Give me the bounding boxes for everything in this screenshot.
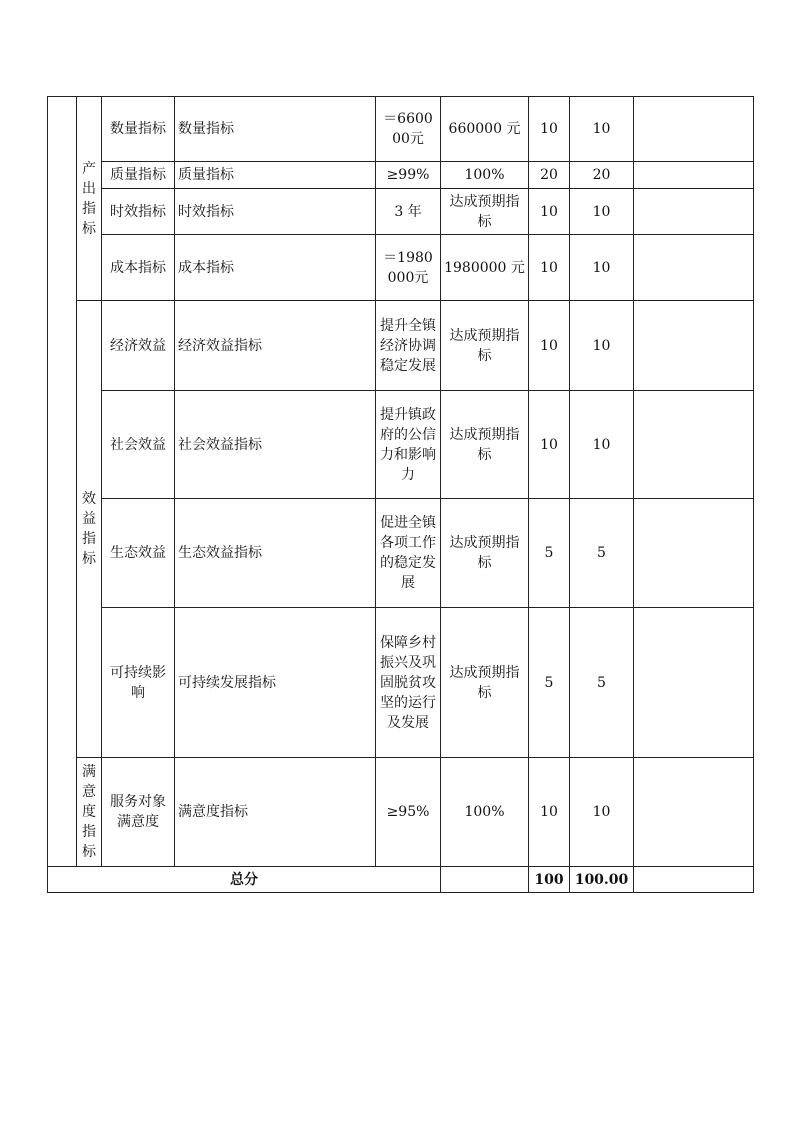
weight-cell: 10 xyxy=(529,189,570,235)
score-cell: 10 xyxy=(570,391,634,499)
total-note-cell xyxy=(634,867,754,893)
weight-cell: 5 xyxy=(529,499,570,608)
score-cell: 5 xyxy=(570,608,634,758)
level2-cell: 经济效益 xyxy=(102,301,175,391)
weight-cell: 10 xyxy=(529,97,570,162)
total-score: 100.00 xyxy=(570,867,634,893)
actual-cell: 660000 元 xyxy=(441,97,529,162)
weight-cell: 10 xyxy=(529,301,570,391)
note-cell xyxy=(634,301,754,391)
level3-cell: 可持续发展指标 xyxy=(175,608,376,758)
table-row xyxy=(48,499,754,608)
weight-cell: 20 xyxy=(529,162,570,189)
score-cell: 10 xyxy=(570,301,634,391)
level3-cell: 生态效益指标 xyxy=(175,499,376,608)
level3-cell: 时效指标 xyxy=(175,189,376,235)
score-cell: 10 xyxy=(570,97,634,162)
score-cell: 10 xyxy=(570,235,634,301)
level3-cell: 质量指标 xyxy=(175,162,376,189)
total-weight: 100 xyxy=(529,867,570,893)
score-cell: 5 xyxy=(570,499,634,608)
score-cell: 10 xyxy=(570,758,634,867)
note-cell xyxy=(634,758,754,867)
table-row xyxy=(48,758,754,867)
table-row xyxy=(48,189,754,235)
table-row xyxy=(48,301,754,391)
note-cell xyxy=(634,162,754,189)
level3-cell: 满意度指标 xyxy=(175,758,376,867)
level3-cell: 成本指标 xyxy=(175,235,376,301)
target-cell: 保障乡村振兴及巩固脱贫攻坚的运行及发展 xyxy=(376,608,441,758)
table-row xyxy=(48,391,754,499)
target-cell: 提升全镇经济协调稳定发展 xyxy=(376,301,441,391)
performance-indicator-table xyxy=(47,96,754,893)
level2-cell: 质量指标 xyxy=(102,162,175,189)
group-satisfaction: 满意度指标 xyxy=(77,758,102,867)
total-actual-cell xyxy=(441,867,529,893)
target-cell: 促进全镇各项工作的稳定发展 xyxy=(376,499,441,608)
actual-cell: 达成预期指标 xyxy=(441,189,529,235)
note-cell xyxy=(634,608,754,758)
group-output: 产出指标 xyxy=(77,97,102,301)
group-benefit: 效益指标 xyxy=(77,301,102,758)
level2-cell: 成本指标 xyxy=(102,235,175,301)
actual-cell: 达成预期指标 xyxy=(441,608,529,758)
weight-cell: 10 xyxy=(529,758,570,867)
level2-cell: 时效指标 xyxy=(102,189,175,235)
level3-cell: 社会效益指标 xyxy=(175,391,376,499)
target-cell: ＝1980000元 xyxy=(376,235,441,301)
score-cell: 20 xyxy=(570,162,634,189)
weight-cell: 10 xyxy=(529,391,570,499)
score-cell: 10 xyxy=(570,189,634,235)
actual-cell: 达成预期指标 xyxy=(441,499,529,608)
table-row xyxy=(48,162,754,189)
actual-cell: 1980000 元 xyxy=(441,235,529,301)
actual-cell: 达成预期指标 xyxy=(441,301,529,391)
level2-cell: 服务对象满意度 xyxy=(102,758,175,867)
weight-cell: 10 xyxy=(529,235,570,301)
table-row xyxy=(48,97,754,162)
total-row xyxy=(48,867,754,893)
actual-cell: 100% xyxy=(441,162,529,189)
note-cell xyxy=(634,499,754,608)
note-cell xyxy=(634,97,754,162)
target-cell: ≥99% xyxy=(376,162,441,189)
target-cell: ≥95% xyxy=(376,758,441,867)
level2-cell: 数量指标 xyxy=(102,97,175,162)
level2-cell: 生态效益 xyxy=(102,499,175,608)
level1-cell xyxy=(48,97,77,867)
actual-cell: 100% xyxy=(441,758,529,867)
actual-cell: 达成预期指标 xyxy=(441,391,529,499)
target-cell: 3 年 xyxy=(376,189,441,235)
total-label: 总分 xyxy=(48,867,441,893)
target-cell: ＝660000元 xyxy=(376,97,441,162)
weight-cell: 5 xyxy=(529,608,570,758)
level2-cell: 可持续影响 xyxy=(102,608,175,758)
table-row xyxy=(48,235,754,301)
note-cell xyxy=(634,235,754,301)
target-cell: 提升镇政府的公信力和影响力 xyxy=(376,391,441,499)
level2-cell: 社会效益 xyxy=(102,391,175,499)
level3-cell: 经济效益指标 xyxy=(175,301,376,391)
note-cell xyxy=(634,391,754,499)
note-cell xyxy=(634,189,754,235)
level3-cell: 数量指标 xyxy=(175,97,376,162)
table-row xyxy=(48,608,754,758)
